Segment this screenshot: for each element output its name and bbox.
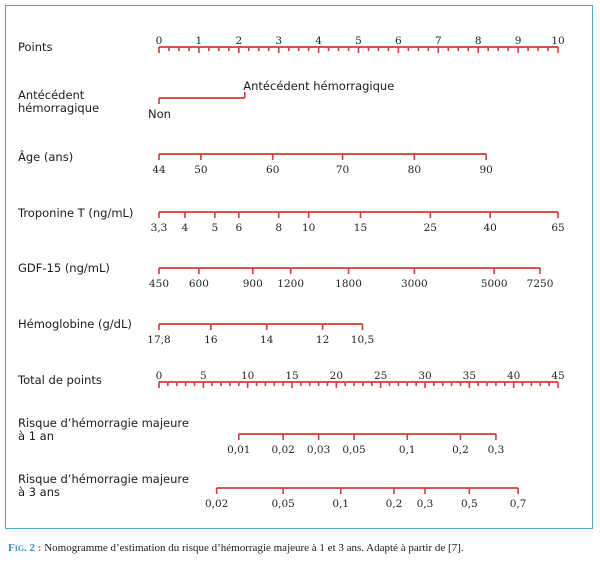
tick-label-age: 90 — [479, 164, 493, 176]
tick-label-total: 15 — [285, 370, 299, 382]
tick-label-total: 40 — [506, 370, 521, 382]
tick-label-total: 35 — [462, 370, 477, 382]
scale-label-troponine: Troponine T (ng/mL) — [18, 206, 134, 220]
tick-label-risk3: 0,5 — [460, 498, 478, 510]
tick-label-risk1: 0,01 — [227, 444, 251, 456]
tick-label-points: 9 — [514, 35, 522, 47]
tick-label-risk3: 0,7 — [509, 498, 527, 510]
tick-label-points: 8 — [474, 35, 482, 47]
tick-label-risk1: 0,05 — [342, 444, 366, 456]
tick-label-risk3: 0,1 — [332, 498, 350, 510]
tick-label-points: 6 — [395, 35, 402, 47]
tick-label-gdf15: 600 — [188, 278, 209, 290]
tick-label-total: 10 — [240, 370, 255, 382]
tick-label-risk1: 0,03 — [306, 444, 331, 456]
scale-label-risk1: à 1 an — [18, 429, 55, 443]
tick-label-troponine: 4 — [181, 222, 189, 234]
tick-label-points: 0 — [155, 35, 163, 47]
scale-label-antecedent: Antécédent — [18, 88, 85, 102]
scale-label-total: Total de points — [18, 373, 102, 387]
tick-label-troponine: 5 — [211, 222, 219, 234]
scale-label-gdf15: GDF-15 (ng/mL) — [18, 261, 110, 275]
tick-label-points: 2 — [235, 35, 243, 47]
tick-label-points: 10 — [551, 35, 565, 47]
tick-label-gdf15: 450 — [148, 278, 170, 290]
tick-label-points: 3 — [275, 35, 283, 47]
tick-label-total: 45 — [551, 370, 565, 382]
tick-label-points: 5 — [355, 35, 362, 47]
tick-label-gdf15: 7250 — [526, 278, 554, 290]
tick-label-age: 60 — [266, 164, 280, 176]
caption-text: Nomogramme d’estimation du risque d’hémorragie majeure à 1 et 3 ans. Adapté à partir de [7]. — [44, 542, 464, 554]
tick-label-age: 44 — [152, 164, 166, 176]
tick-label-risk3: 0,02 — [204, 498, 229, 510]
tick-label-hemoglobine: 16 — [204, 334, 218, 346]
tick-label-total: 5 — [199, 370, 207, 382]
scale-label-points: Points — [18, 40, 53, 54]
figure-frame — [5, 5, 593, 529]
tick-label-gdf15: 3000 — [400, 278, 428, 290]
tick-label-troponine: 8 — [275, 222, 283, 234]
tick-label-risk3: 0,2 — [385, 498, 403, 510]
tick-label-total: 25 — [373, 370, 388, 382]
scale-label-hemoglobine: Hémoglobine (g/dL) — [18, 317, 132, 331]
tick-label-total: 0 — [155, 370, 163, 382]
tick-label-troponine: 6 — [235, 222, 243, 234]
tick-label-risk3: 0,3 — [416, 498, 434, 510]
tick-label-gdf15: 1800 — [335, 278, 362, 290]
tick-label-risk1: 0,3 — [487, 444, 505, 456]
tick-label-risk1: 0,02 — [271, 444, 295, 456]
tick-label-total: 30 — [418, 370, 432, 382]
tick-label-troponine: 15 — [353, 222, 368, 234]
tick-label-gdf15: 5000 — [480, 278, 508, 290]
scale-label-antecedent: hémorragique — [18, 101, 100, 115]
tick-label-hemoglobine: 17,8 — [147, 334, 171, 346]
tick-label-hemoglobine: 14 — [260, 334, 274, 346]
scale-label-risk1: Risque d’hémorragie majeure — [18, 416, 189, 430]
figure-label: Fig. 2 : — [8, 542, 42, 554]
tick-label-total: 20 — [329, 370, 344, 382]
tick-label-troponine: 3,3 — [150, 222, 168, 234]
tick-label-risk3: 0,05 — [271, 498, 295, 510]
figure-caption — [8, 542, 598, 554]
level-label-antecedent: Antécédent hémorragique — [243, 79, 395, 93]
tick-label-gdf15: 900 — [242, 278, 263, 290]
tick-label-points: 7 — [434, 35, 442, 47]
tick-label-troponine: 65 — [551, 222, 565, 234]
level-label-antecedent: Non — [148, 107, 171, 121]
tick-label-risk1: 0,1 — [398, 444, 416, 456]
tick-label-gdf15: 1200 — [277, 278, 305, 290]
nomogram — [6, 6, 592, 527]
scale-label-age: Âge (ans) — [18, 150, 74, 164]
scale-label-risk3: Risque d’hémorragie majeure — [18, 472, 189, 486]
tick-label-troponine: 10 — [301, 222, 316, 234]
tick-label-points: 4 — [315, 35, 322, 47]
tick-label-points: 1 — [195, 35, 203, 47]
tick-label-troponine: 40 — [483, 222, 497, 234]
tick-label-age: 70 — [335, 164, 350, 176]
tick-label-troponine: 25 — [423, 222, 438, 234]
scale-label-risk3: à 3 ans — [18, 485, 61, 499]
tick-label-hemoglobine: 12 — [315, 334, 330, 346]
tick-label-age: 80 — [407, 164, 422, 176]
tick-label-age: 50 — [194, 164, 208, 176]
tick-label-risk1: 0,2 — [452, 444, 469, 456]
tick-label-hemoglobine: 10,5 — [350, 334, 375, 346]
